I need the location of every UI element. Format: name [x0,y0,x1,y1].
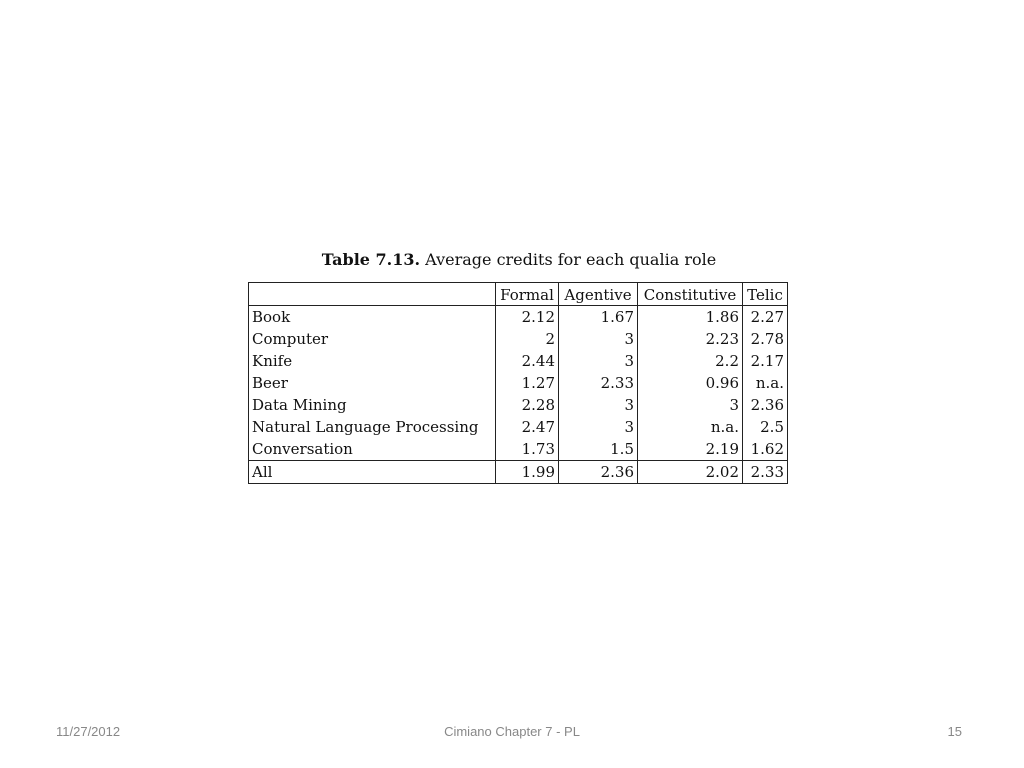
qualia-credits-table [248,282,788,484]
cell-agentive: 1.67 [559,306,638,329]
cell-agentive: 3 [559,328,638,350]
cell-telic: 1.62 [743,438,788,461]
table-caption [248,250,790,269]
cell-constitutive: 2.23 [638,328,743,350]
cell-formal: 1.27 [496,372,559,394]
table-total-row [249,461,788,484]
header-telic: Telic [743,283,788,306]
cell-formal: 2.12 [496,306,559,329]
table-row [249,372,788,394]
cell-telic: 2.17 [743,350,788,372]
cell-constitutive: 2.2 [638,350,743,372]
cell-agentive: 3 [559,394,638,416]
cell-constitutive: 2.19 [638,438,743,461]
row-name: Beer [252,374,288,392]
table-row [249,416,788,438]
header-blank [249,283,496,306]
total-telic: 2.33 [743,461,788,484]
row-name: Conversation [252,440,353,458]
cell-agentive: 3 [559,350,638,372]
cell-telic: n.a. [743,372,788,394]
table-row [249,328,788,350]
row-name: Natural Language Processing [252,418,479,436]
cell-telic: 2.27 [743,306,788,329]
footer-title: Cimiano Chapter 7 - PL [444,724,580,739]
cell-agentive: 2.33 [559,372,638,394]
cell-agentive: 1.5 [559,438,638,461]
footer-page-number: 15 [947,724,962,739]
row-name: Book [252,308,291,326]
row-name: Data Mining [252,396,347,414]
cell-constitutive: 1.86 [638,306,743,329]
header-agentive: Agentive [559,283,638,306]
footer-date: 11/27/2012 [56,724,121,739]
total-formal: 1.99 [496,461,559,484]
header-constitutive: Constitutive [638,283,743,306]
cell-constitutive: 3 [638,394,743,416]
header-formal: Formal [496,283,559,306]
row-name: Computer [252,330,329,348]
table-row [249,438,788,461]
total-constitutive: 2.02 [638,461,743,484]
table-caption-text: Average credits for each qualia role [425,250,717,269]
table-row [249,394,788,416]
cell-formal: 2.44 [496,350,559,372]
cell-formal: 2 [496,328,559,350]
cell-constitutive: n.a. [638,416,743,438]
cell-agentive: 3 [559,416,638,438]
cell-telic: 2.36 [743,394,788,416]
total-agentive: 2.36 [559,461,638,484]
table-caption-label: Table 7.13. [321,250,421,269]
cell-telic: 2.5 [743,416,788,438]
cell-constitutive: 0.96 [638,372,743,394]
table-row [249,306,788,329]
cell-formal: 1.73 [496,438,559,461]
cell-formal: 2.28 [496,394,559,416]
cell-telic: 2.78 [743,328,788,350]
cell-formal: 2.47 [496,416,559,438]
total-row-name: All [249,461,496,484]
table-row [249,350,788,372]
table-header-row [249,283,788,306]
row-name: Knife [252,352,293,370]
